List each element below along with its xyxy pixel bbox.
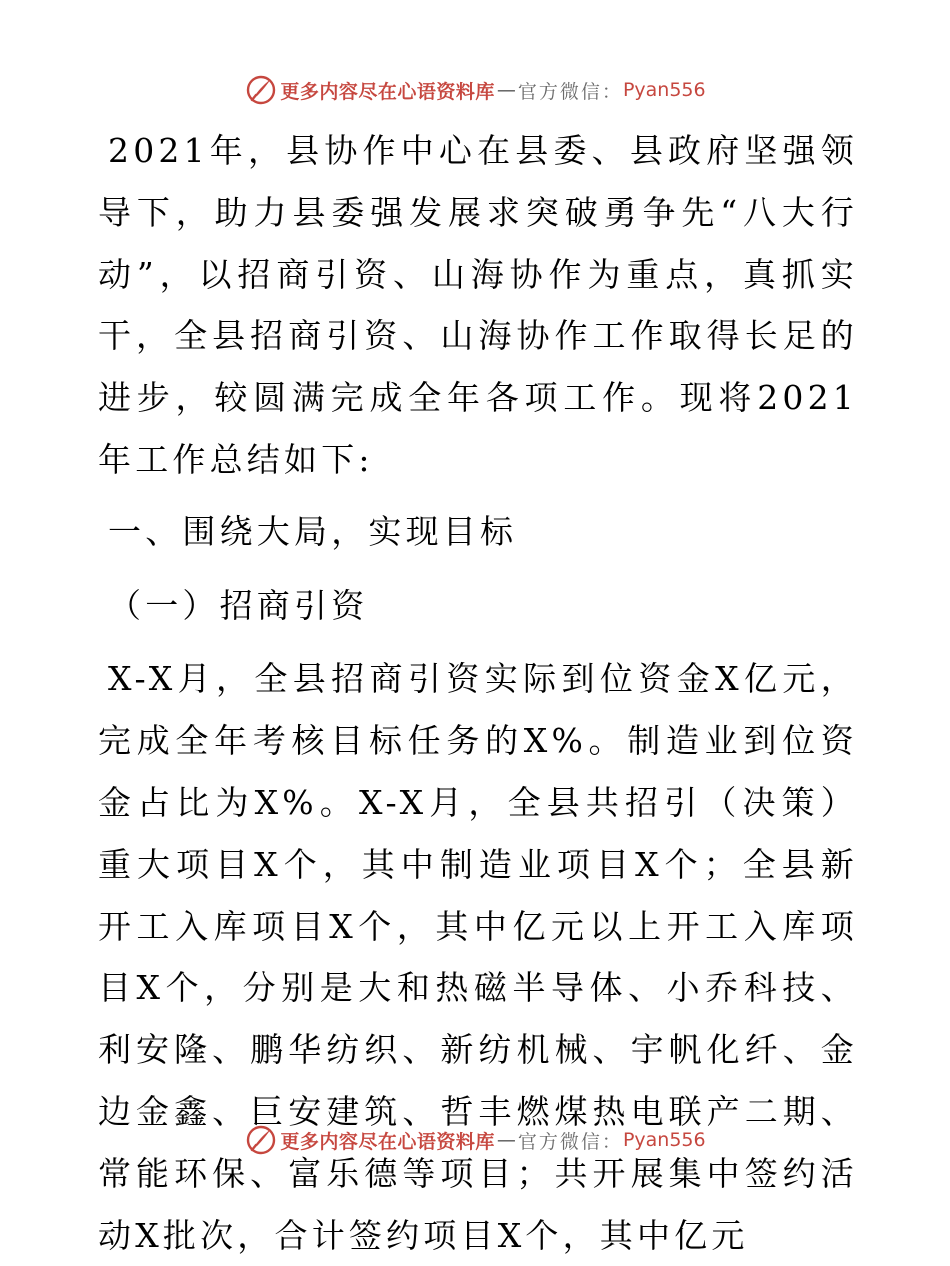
subsection-heading: （一）招商引资 <box>108 585 369 625</box>
banner-official-label: 官方微信： <box>517 80 623 103</box>
section-heading: 一、围绕大局，实现目标 <box>108 511 518 551</box>
document-body <box>98 120 858 1266</box>
investment-paragraph: X-X月，全县招商引资实际到位资金X亿元，完成全年考核目标任务的X%。制造业到位资金占比为X%。X-X月，全县共招引（决策）重大项目X个，其中制造业项目X个；全县新开工入库项目X个，其中亿元以上开工入库项目X个，分别是大和热磁半导体、小乔科技、利安隆、鹏华纺织、新纺机械、宇帆化纤、金边金鑫、巨安建筑、哲丰燃煤热电联产二期、常能环保、富乐德等项目；共开展集中签约活动X批次，合计签约项目X个，其中亿元 <box>98 659 858 1255</box>
banner-official-label: 官方微信： <box>517 1130 623 1153</box>
banner-wechat-id: Pyan556 <box>622 1129 706 1151</box>
intro-paragraph: 2021年，县协作中心在县委、县政府坚强领导下，助力县委强发展求突破勇争先“八大行动”，以招商引资、山海协作为重点，真抓实干，全县招商引资、山海协作工作取得长足的进步，较圆满完成全年各项工作。现将2021年工作总结如下: <box>98 131 858 479</box>
header-watermark-banner <box>0 70 950 110</box>
banner-title: 更多内容尽在心语资料库 <box>280 1130 495 1153</box>
quill-seal-logo-icon <box>244 1123 278 1157</box>
banner-title: 更多内容尽在心语资料库 <box>280 80 495 103</box>
banner-wechat-id: Pyan556 <box>622 79 706 101</box>
quill-seal-logo-icon <box>244 73 278 107</box>
banner-dash: — <box>496 1129 516 1151</box>
footer-watermark-banner <box>0 1120 950 1160</box>
banner-dash: — <box>496 79 516 101</box>
